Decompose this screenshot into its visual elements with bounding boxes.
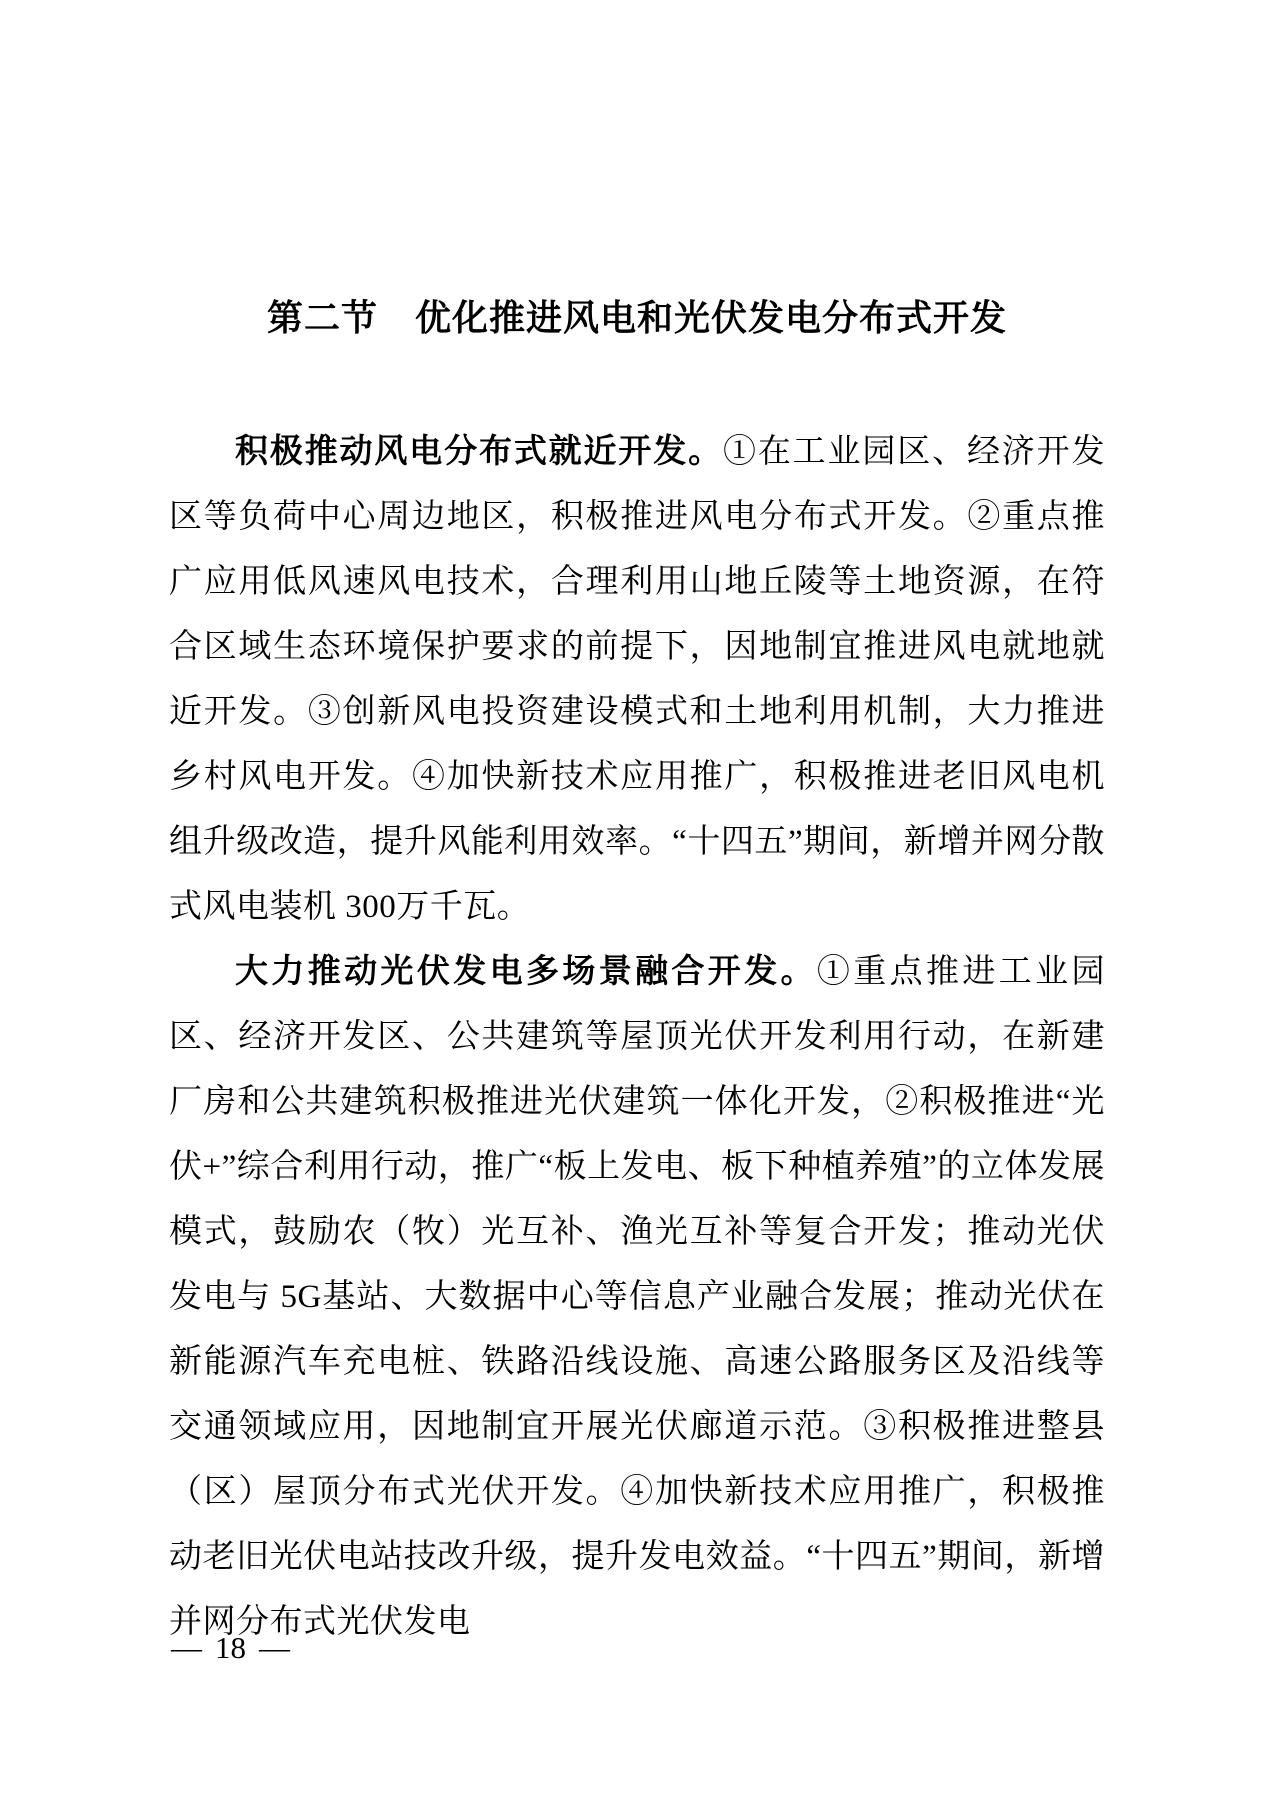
paragraph-text: ①在工业园区、经济开发区等负荷中心周边地区，积极推进风电分布式开发。②重点推广应用低风速风电技术，合理利用山地丘陵等土地资源，在符合区域生态环境保护要求的前提下，因地制宜推进风电就地就近开发。③创新风电投资建设模式和土地利用机制，大力推进乡村风电开发。④加快新技术应用推广，积极推进老旧风电机组升级改造，提升风能利用效率。“十四五”期间，新增并网分散式风电装机 300万千瓦。 [169,434,1106,925]
paragraph-text: ①重点推进工业园区、经济开发区、公共建筑等屋顶光伏开发利用行动，在新建厂房和公共建筑积极推进光伏建筑一体化开发，②积极推进“光伏+”综合利用行动，推广“板上发电、板下种植养殖”的立体发展模式，鼓励农（牧）光互补、渔光互补等复合开发；推动光伏发电与 5G基站、大数据中心等信息产业融合发展；推动光伏在新能源汽车充电桩、铁路沿线设施、高速公路服务区及沿线等交通领域应用，因地制宜开展光伏廊道示范。③积极推进整县（区）屋顶分布式光伏开发。④加快新技术应用推广，积极推动老旧光伏电站技改升级，提升发电效益。“十四五”期间，新增并网分布式光伏发电 [169,954,1106,1640]
footer-dash-right: — [259,1630,290,1665]
paragraph-lead-bold: 大力推动光伏发电多场景融合开发。 [235,954,817,990]
footer-dash-left: — [171,1630,202,1665]
page-footer [171,1628,290,1668]
paragraph-lead-bold: 积极推动风电分布式就近开发。 [235,434,723,470]
section-title: 第二节 优化推进风电和光伏发电分布式开发 [266,298,1007,338]
document-body [169,420,1105,1655]
paragraph-wind-power [169,420,1105,940]
page-number: 18 [215,1630,246,1665]
paragraph-photovoltaic [169,940,1105,1655]
